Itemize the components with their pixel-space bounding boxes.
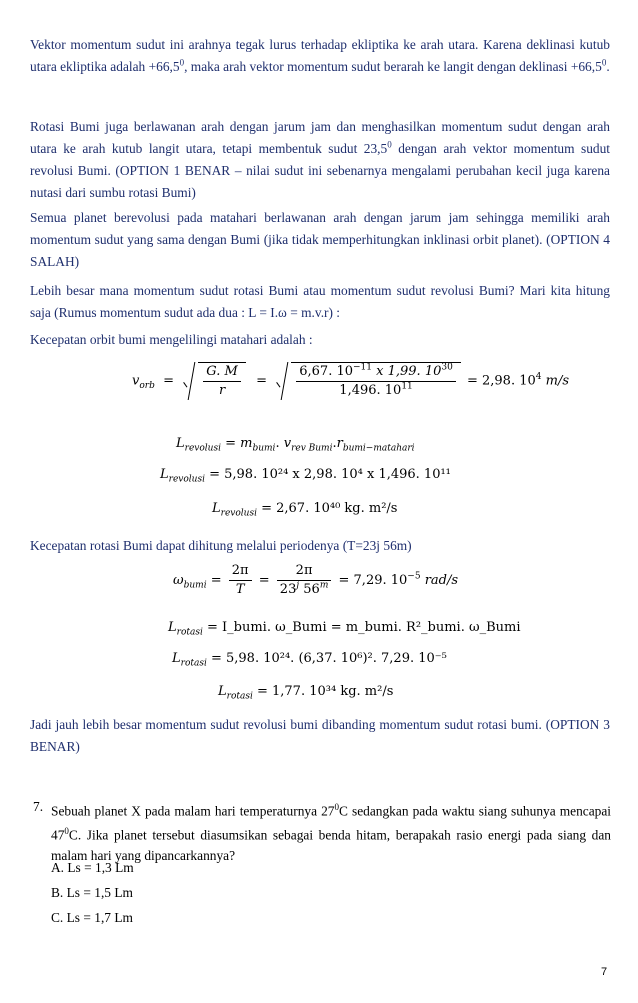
question-body bbox=[51, 797, 611, 866]
two-pi-b: 2π bbox=[277, 562, 332, 581]
den-exp: 11 bbox=[401, 381, 413, 392]
paragraph-planets bbox=[30, 207, 610, 273]
gm-text: G. M bbox=[206, 364, 238, 379]
sqrt-gm-r bbox=[184, 362, 246, 400]
omega-symbol: ω bbox=[173, 573, 184, 588]
paragraph-rotation-speed bbox=[30, 535, 610, 557]
num-b-exp: 30 bbox=[441, 362, 453, 373]
r-text: r bbox=[218, 383, 226, 398]
vorb-result: = 2,98. 10 bbox=[466, 373, 536, 389]
omega-result: = 7,29. 10 bbox=[338, 573, 408, 588]
option-b: B. Ls = 1,5 Lm bbox=[51, 885, 133, 900]
t-symbol: T bbox=[235, 582, 245, 597]
num-a-exp: −11 bbox=[353, 362, 373, 373]
den-t-m: 56 bbox=[299, 582, 320, 597]
equation-omega: $\omega_{bumi}$ = $\frac{2\pi}{T}$ = $\frac{2\pi}{23^j 56^m}$ = 7,29. $10^{-5}$ rad/s bbox=[173, 563, 459, 597]
question-text-b: C sedangkan pada waktu siang suhunya mencapai 47 bbox=[51, 803, 612, 843]
p4-text: Lebih besar mana momentum sudut rotasi Bumi atau momentum sudut revolusi Bumi? Mari kita hitung saja (Rumus momentum sudut ada dua : L = I.ω = m.v.r) : bbox=[30, 283, 610, 320]
p1-sup2: 0 bbox=[601, 57, 607, 68]
sqrt-numeric bbox=[277, 362, 461, 400]
vorb-result-exp: 4 bbox=[535, 372, 542, 383]
page-number: 7 bbox=[601, 966, 608, 978]
equation-lrev-num: $L_{revolusi} = 5,98$. 10²⁴ x 2,98. 10⁴ x 1,496. 10¹¹ bbox=[160, 467, 451, 485]
p1-mid: , maka arah vektor momentum sudut berarah ke langit dengan deklinasi +66,5 bbox=[184, 59, 602, 74]
p7-text: Jadi jauh lebih besar momentum sudut revolusi bumi dibanding momentum sudut rotasi bumi. (OPTION 3 BENAR) bbox=[30, 717, 610, 754]
vorb-sub: orb bbox=[139, 381, 155, 392]
vorb-unit: m/s bbox=[541, 373, 569, 389]
equation-lrot-res: $L_{rotasi} = 1,77$. 10³⁴ kg. m²/s bbox=[218, 684, 394, 702]
omega-sub: bumi bbox=[183, 580, 207, 591]
lrot-num-text: = 5,98. 10²⁴. (6,37. 10⁶)². 7,29. 10⁻⁵ bbox=[210, 651, 447, 666]
equation-lrev-res: $L_{revolusi} = 2,67$. 10⁴⁰ kg. m²/s bbox=[212, 501, 398, 519]
equation-lrot-num: $L_{rotasi} = 5,98$. 10²⁴. (6,37. 10⁶)². 7,29. 10⁻⁵ bbox=[172, 651, 447, 669]
paragraph-conclusion bbox=[30, 714, 610, 758]
p1-end: . bbox=[606, 59, 610, 74]
den-t-j: j bbox=[296, 580, 300, 591]
paragraph-rotation bbox=[30, 116, 610, 204]
p2-text: Rotasi Bumi juga berlawanan arah dengan jarum jam dan menghasilkan momentum sudut dengan arah utara ke arah kutub langit utara, tetapi membentuk sudut 23,5 bbox=[30, 119, 610, 156]
paragraph-comparison bbox=[30, 280, 610, 324]
num-a: 6,67. 10 bbox=[299, 364, 354, 379]
p2-text-b: dengan arah vektor momentum sudut revolusi Bumi. (OPTION 1 BENAR – nilai sudut ini sebenarnya mengalami perubahan kecil juga karena nutasi dari sumbu rotasi Bumi) bbox=[30, 141, 611, 200]
p6-text: Kecepatan rotasi Bumi dapat dihitung melalui periodenya (T=23j 56m) bbox=[30, 538, 412, 553]
vorb-symbol: v bbox=[132, 373, 140, 389]
lrot-res-text: = 1,77. 10³⁴ kg. m²/s bbox=[256, 684, 394, 699]
omega-unit: rad/s bbox=[420, 573, 459, 588]
equation-vorb: $v_{orb}$ = $\frac{G. M}{r}$ = $\frac{6,67. 10^{-11} x 1,99. 10^{30}}{1,496. 10^{11}}$ = 2,98. $10^4$ m/s bbox=[132, 362, 569, 398]
den-t: 23 bbox=[279, 582, 297, 597]
lrev-res-text: = 2,67. 10⁴⁰ kg. m²/s bbox=[261, 501, 398, 516]
paragraph-orbit-speed bbox=[30, 329, 610, 351]
den-text: 1,496. 10 bbox=[339, 383, 402, 398]
question-text-c: C. Jika planet tersebut diasumsikan sebagai benda hitam, berapakah rasio energi pada siang dan malam hari yang dipancarkannya? bbox=[51, 827, 611, 863]
equation-lrot-def: $L_{rotasi}$ = I_bumi. ω_Bumi = m_bumi. R²_bumi. ω_Bumi bbox=[168, 620, 521, 638]
p3-text: Semua planet berevolusi pada matahari berlawanan arah dengan jarum jam sehingga memiliki arah momentum sudut yang sama dengan Bumi (jika tidak memperhitungkan inklinasi orbit planet). (OPTION 4 SALAH) bbox=[30, 210, 610, 269]
paragraph-declination bbox=[30, 34, 610, 78]
den-t-msup: m bbox=[319, 580, 329, 591]
option-c: C. Ls = 1,7 Lm bbox=[51, 910, 133, 925]
num-b: x 1,99. 10 bbox=[372, 364, 442, 379]
lrot-def-text: = I_bumi. ω_Bumi = m_bumi. R²_bumi. ω_Bumi bbox=[206, 620, 521, 635]
omega-result-exp: −5 bbox=[407, 571, 421, 582]
option-a: A. Ls = 1,3 Lm bbox=[51, 860, 134, 875]
p1-sup: 0 bbox=[179, 57, 185, 68]
question-sup2: 0 bbox=[64, 826, 69, 837]
question-sup1: 0 bbox=[334, 802, 339, 812]
p5-text: Kecepatan orbit bumi mengelilingi matahari adalah : bbox=[30, 332, 313, 347]
equation-lrev-def: $L_{revolusi} = m_{bumi}$. $v_{rev Bumi}.r_{bumi-matahari}$ bbox=[176, 436, 415, 454]
question-text-a: Sebuah planet X pada malam hari temperaturnya 27 bbox=[51, 803, 335, 819]
lrev-num-text: = 5,98. 10²⁴ x 2,98. 10⁴ x 1,496. 10¹¹ bbox=[209, 467, 451, 482]
question-number: 7. bbox=[33, 799, 44, 814]
p1-text: Vektor momentum sudut ini arahnya tegak lurus terhadap ekliptika ke arah utara. Karena deklinasi kutub utara ekliptika adalah +66,5 bbox=[30, 37, 610, 74]
question-7 bbox=[33, 797, 611, 866]
p2-sup: 0 bbox=[387, 139, 392, 150]
two-pi-a: 2π bbox=[231, 563, 249, 578]
